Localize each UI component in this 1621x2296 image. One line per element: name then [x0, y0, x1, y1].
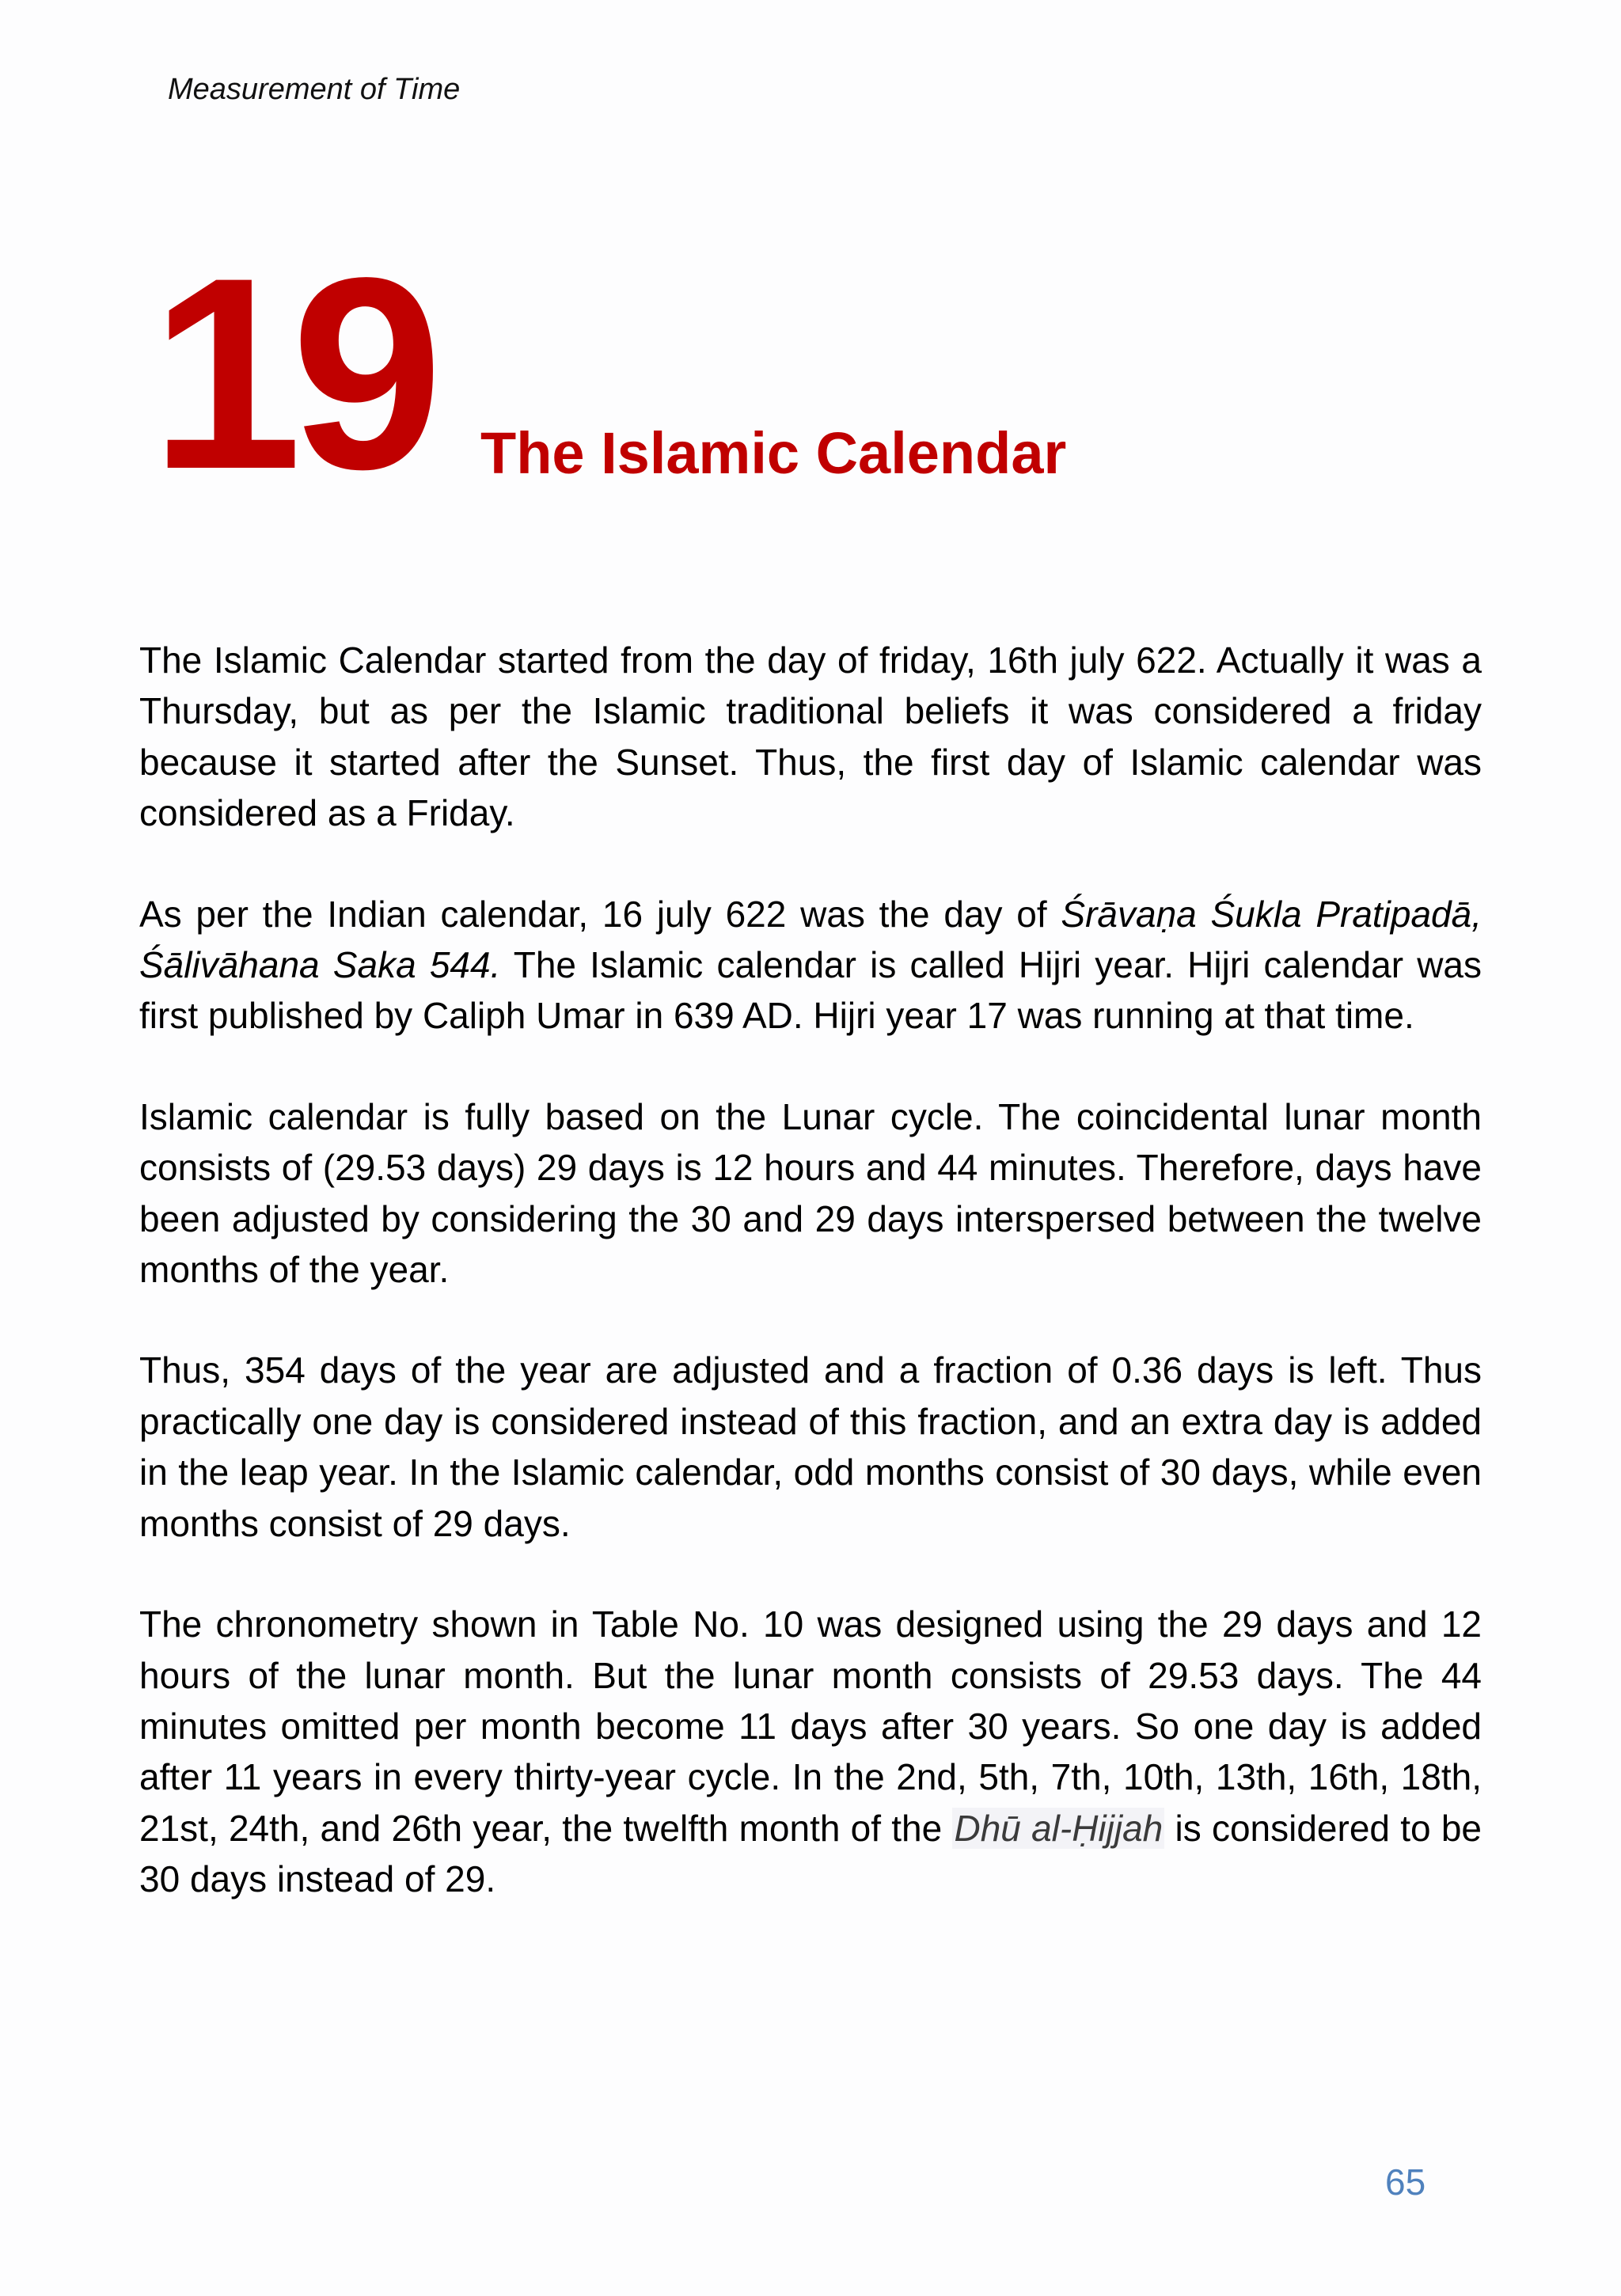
paragraph-2	[139, 889, 1482, 1042]
running-header: Measurement of Time	[168, 73, 461, 106]
paragraph-5-text-before: The chronometry shown in Table No. 10 was designed using the 29 days and 12 hours of the lunar month. But the lunar month consists of 29.53 days. The 44 minutes omitted per month become 11 days after 30 years. So one day is added after 11 years in every thirty-year cycle. In the 2nd, 5th, 7th, 10th, 13th, 16th, 18th, 21st, 24th, and 26th year, the twelfth month of the	[139, 1603, 1482, 1849]
month-name-emphasis: Dhū al-Ḥijjah	[954, 1807, 1164, 1849]
paragraph-4	[139, 1345, 1482, 1549]
paragraph-1-text: The Islamic Calendar started from the day of friday, 16th july 622. Actually it was a Thursday, but as per the Islamic traditional beliefs it was considered a friday because it started after the Sunset. Thus, the first day of Islamic calendar was considered as a Friday.	[139, 639, 1482, 834]
paragraph-3	[139, 1091, 1482, 1296]
paragraph-5	[139, 1599, 1482, 1904]
paragraph-1	[139, 635, 1482, 839]
chapter-body	[139, 635, 1482, 1955]
paragraph-2-text-before: As per the Indian calendar, 16 july 622 was the day of	[139, 893, 1061, 935]
chapter-title: The Islamic Calendar	[480, 420, 1067, 486]
page-number: 65	[1385, 2161, 1426, 2203]
paragraph-5-text-after: is considered to be 30 days instead of 29.	[139, 1807, 1482, 1900]
paragraph-2-text-after: The Islamic calendar is called Hijri year. Hijri calendar was first published by Caliph Umar in 639 AD. Hijri year 17 was running at that time.	[139, 944, 1482, 1037]
paragraph-3-text: Islamic calendar is fully based on the Lunar cycle. The coincidental lunar month consists of (29.53 days) 29 days is 12 hours and 44 minutes. Therefore, days have been adjusted by considering the 30 and 29 days interspersed between the twelve months of the year.	[139, 1095, 1482, 1291]
indian-calendar-date-emphasis: Śrāvaṇa Śukla Pratipadā, Śālivāhana Saka 544.	[139, 893, 1482, 986]
chapter-number: 19	[150, 222, 432, 526]
paragraph-4-text: Thus, 354 days of the year are adjusted and a fraction of 0.36 days is left. Thus practically one day is considered instead of this fraction, and an extra day is added in the leap year. In the Islamic calendar, odd months consist of 30 days, while even months consist of 29 days.	[139, 1349, 1482, 1544]
